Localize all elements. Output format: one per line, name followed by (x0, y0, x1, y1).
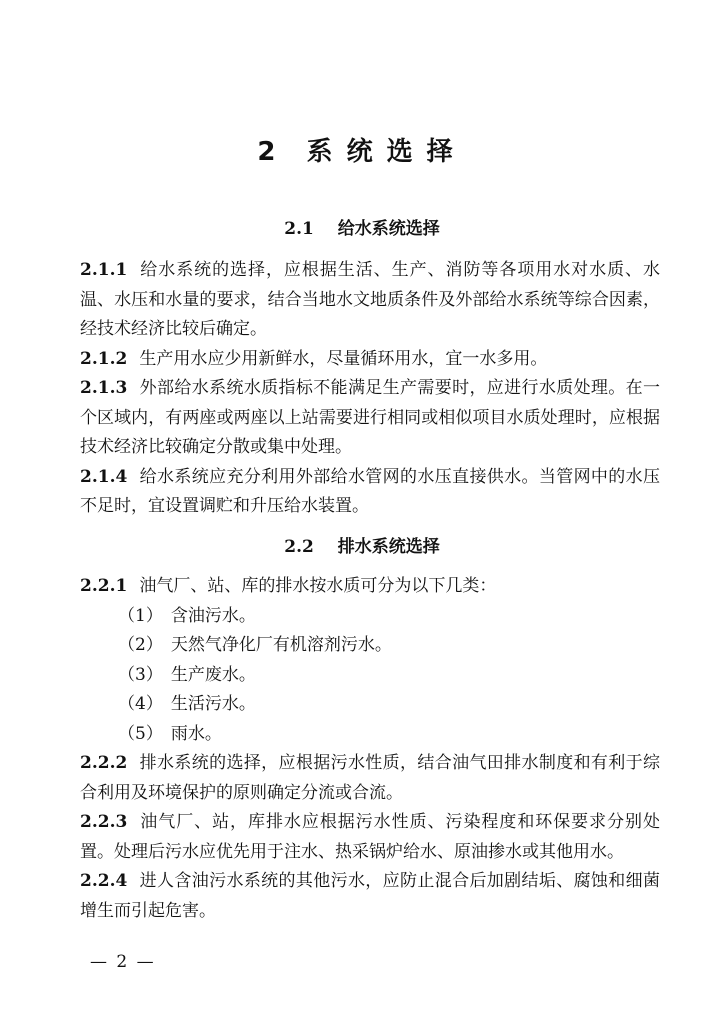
chapter-title-text: 系统选择 (306, 137, 467, 167)
list-item (80, 690, 660, 720)
clause-2-2-3 (80, 808, 660, 867)
section-heading-2-1 (0, 216, 724, 242)
list-item (80, 661, 660, 691)
list-item (80, 720, 660, 750)
list-item (80, 602, 660, 632)
clause-2-2-1 (80, 572, 660, 602)
chapter-title (0, 134, 724, 170)
clause-2-1-1 (80, 256, 660, 345)
clause-text: 给水系统的选择，应根据生活、生产、消防等各项用水对水质、水温、水压和水量的要求，结合当地水文地质条件及外部给水系统等综合因素，经技术经济比较后确定。 (80, 260, 660, 339)
section-2-1-body (80, 256, 660, 522)
clause-2-2-4 (80, 867, 660, 926)
clause-text: 进人含油污水系统的其他污水，应防止混合后加剧结垢、腐蚀和细菌增生而引起危害。 (80, 871, 660, 921)
list-number: （4） (118, 694, 163, 714)
clause-2-1-4 (80, 463, 660, 522)
section-number: 2.1 (284, 219, 314, 239)
chapter-number: 2 (257, 137, 276, 167)
clause-number: 2.1.2 (80, 348, 128, 369)
section-title: 给水系统选择 (337, 219, 440, 239)
list-number: （2） (118, 635, 163, 655)
clause-number: 2.2.3 (80, 812, 128, 832)
list-text: 雨水。 (170, 723, 222, 744)
section-number: 2.2 (284, 537, 314, 557)
list-text: 生产废水。 (170, 664, 256, 685)
clause-text: 油气厂、站、库的排水按水质可分为以下几类： (139, 576, 497, 596)
clause-number: 2.1.1 (80, 260, 128, 280)
list-text: 天然气净化厂有机溶剂污水。 (170, 635, 392, 655)
clause-text: 生产用水应少用新鲜水，尽量循环用水，宜一水多用。 (139, 348, 548, 369)
section-2-2-body (80, 572, 660, 926)
clause-number: 2.2.1 (80, 576, 128, 596)
section-title: 排水系统选择 (337, 537, 440, 557)
list-text: 生活污水。 (170, 694, 256, 714)
clause-2-1-2 (80, 345, 660, 375)
list-number: （3） (118, 664, 163, 685)
clause-2-2-2 (80, 749, 660, 808)
clause-text: 给水系统应充分利用外部给水管网的水压直接供水。当管网中的水压不足时，宜设置调贮和升压给水装置。 (80, 466, 660, 516)
page-number: — 2 — (90, 952, 156, 972)
clause-number: 2.1.4 (80, 466, 128, 487)
list-number: （5） (118, 723, 163, 744)
clause-number: 2.1.3 (80, 378, 128, 398)
clause-text: 排水系统的选择，应根据污水性质，结合油气田排水制度和有利于综合利用及环境保护的原则确定分流或合流。 (80, 753, 660, 803)
clause-text: 外部给水系统水质指标不能满足生产需要时，应进行水质处理。在一个区域内，有两座或两座以上站需要进行相同或相似项目水质处理时，应根据技术经济比较确定分散或集中处理。 (80, 378, 660, 457)
section-heading-2-2 (0, 534, 724, 560)
list-number: （1） (118, 605, 163, 626)
clause-text: 油气厂、站，库排水应根据污水性质、污染程度和环保要求分别处置。处理后污水应优先用于注水、热采锅炉给水、原油掺水或其他用水。 (80, 812, 660, 862)
clause-2-1-3 (80, 374, 660, 463)
list-text: 含油污水。 (170, 605, 256, 626)
clause-number: 2.2.2 (80, 753, 128, 773)
list-item (80, 631, 660, 661)
clause-number: 2.2.4 (80, 871, 128, 891)
